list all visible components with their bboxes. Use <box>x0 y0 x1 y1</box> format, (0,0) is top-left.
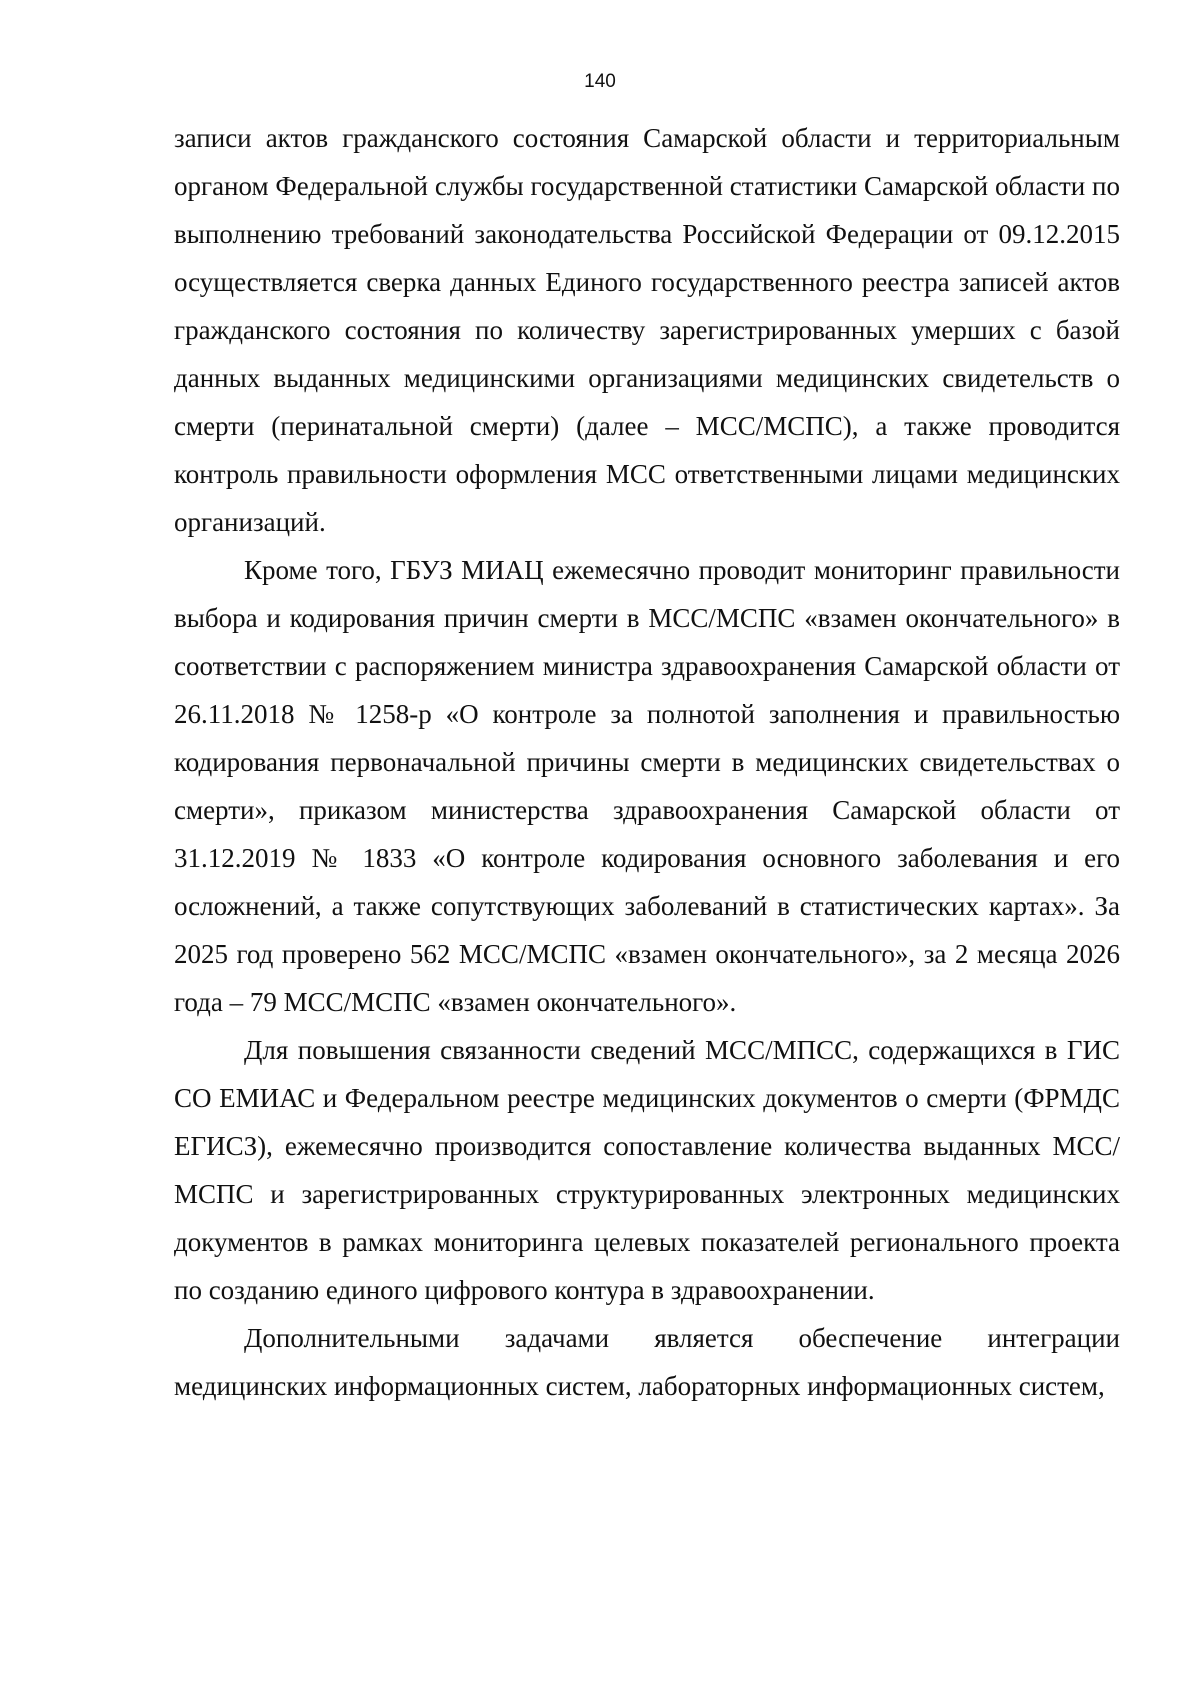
page-number: 140 <box>584 71 616 92</box>
document-body <box>174 114 1120 1410</box>
paragraph-comparison: Для повышения связанности сведений МСС/МПСС, содержащихся в ГИС СО ЕМИАС и Федеральном реестре медицинских документов о смерти (ФРМДС ЕГИСЗ), ежемесячно производится сопоставление количества выданных МСС/МСПС и зарегистрированных структурированных электронных медицинских документов в рамках мониторинга целевых показателей регионального проекта по созданию единого цифрового контура в здравоохранении. <box>174 1035 1120 1305</box>
paragraph-integration: Дополнительными задачами является обеспечение интеграции медицинских информационных систем, лабораторных информационных систем, <box>174 1323 1120 1401</box>
paragraph-monitoring: Кроме того, ГБУЗ МИАЦ ежемесячно проводит мониторинг правильности выбора и кодирования причин смерти в МСС/МСПС «взамен окончательного» в соответствии с распоряжением министра здравоохранения Самарской области от 26.11.2018 № 1258-р «О контроле за полнотой заполнения и правильностью кодирования первоначальной причины смерти в медицинских свидетельствах о смерти», приказом министерства здравоохранения Самарской области от 31.12.2019 № 1833 «О контроле кодирования основного заболевания и его осложнений, а также сопутствующих заболеваний в статистических картах». За 2025 год проверено 562 МСС/МСПС «взамен окончательного», за 2 месяца 2026 года – 79 МСС/МСПС «взамен окончательного». <box>174 555 1120 1017</box>
paragraph-continuation: записи актов гражданского состояния Самарской области и территориальным органом Федеральной службы государственной статистики Самарской области по выполнению требований законодательства Российской Федерации от 09.12.2015 осуществляется сверка данных Единого государственного реестра записей актов гражданского состояния по количеству зарегистрированных умерших с базой данных выданных медицинскими организациями медицинских свидетельств о смерти (перинатальной смерти) (далее – МСС/МСПС), а также проводится контроль правильности оформления МСС ответственными лицами медицинских организаций. <box>174 123 1120 537</box>
